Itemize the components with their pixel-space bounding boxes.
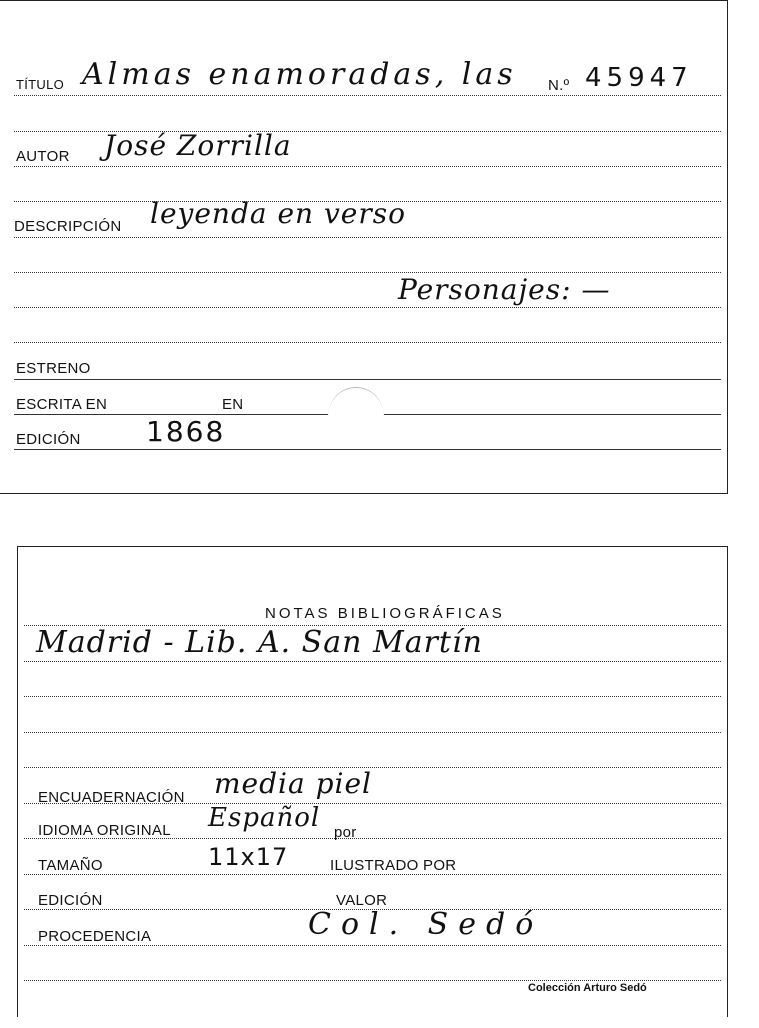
- numero-label: N.º: [548, 77, 570, 94]
- ilustrado-label: ILUSTRADO POR: [330, 857, 457, 874]
- edicion-value: 1868: [146, 415, 226, 448]
- tamano-label: TAMAÑO: [38, 857, 103, 874]
- procedencia-value: Col. Sedó: [308, 907, 544, 942]
- procedencia-label: PROCEDENCIA: [38, 928, 152, 945]
- rule-line: [14, 272, 721, 273]
- notas-heading: NOTAS BIBLIOGRÁFICAS: [265, 605, 505, 622]
- rule-line: [14, 166, 721, 167]
- descripcion-value: leyenda en verso: [150, 197, 406, 230]
- rule-line: [24, 767, 721, 768]
- encuadernacion-label: ENCUADERNACIÓN: [38, 789, 185, 806]
- rule-line: [24, 945, 721, 946]
- autor-value: José Zorrilla: [104, 129, 292, 162]
- edicion-label: EDICIÓN: [16, 431, 81, 448]
- rule-line: [14, 307, 721, 308]
- rule-line: [24, 980, 721, 981]
- encuadernacion-value: media piel: [214, 767, 372, 800]
- rule-line: [24, 696, 721, 697]
- personajes-value: Personajes: —: [398, 273, 611, 306]
- idioma-label: IDIOMA ORIGINAL: [38, 822, 171, 839]
- edicion-label-2: EDICIÓN: [38, 892, 103, 909]
- coleccion-stamp: Colección Arturo Sedó: [528, 982, 647, 994]
- rule-line: [14, 237, 721, 238]
- notas-value: Madrid - Lib. A. San Martín: [36, 625, 483, 660]
- titulo-label: TÍTULO: [16, 77, 65, 92]
- catalog-card-bottom: [17, 546, 728, 1017]
- tamano-value: 11x17: [208, 843, 289, 871]
- rule-line: [14, 342, 721, 343]
- titulo-value: Almas enamoradas, las: [82, 57, 517, 92]
- numero-value: 45947: [585, 63, 693, 93]
- rule-line: [24, 732, 721, 733]
- descripcion-label: DESCRIPCIÓN: [14, 218, 122, 235]
- rule-line: [14, 95, 721, 96]
- catalog-card-top: [0, 0, 728, 494]
- rule-line: [14, 449, 721, 450]
- redaction-smudge: [328, 387, 384, 446]
- por-label: por: [334, 824, 357, 841]
- rule-line: [24, 661, 721, 662]
- en-label: EN: [222, 396, 244, 413]
- valor-label: VALOR: [336, 892, 388, 909]
- rule-line: [24, 874, 721, 875]
- estreno-label: ESTRENO: [16, 360, 91, 377]
- escrita-label: ESCRITA EN: [16, 396, 108, 413]
- autor-label: AUTOR: [16, 148, 70, 165]
- idioma-value: Español: [208, 803, 321, 833]
- rule-line: [14, 379, 721, 380]
